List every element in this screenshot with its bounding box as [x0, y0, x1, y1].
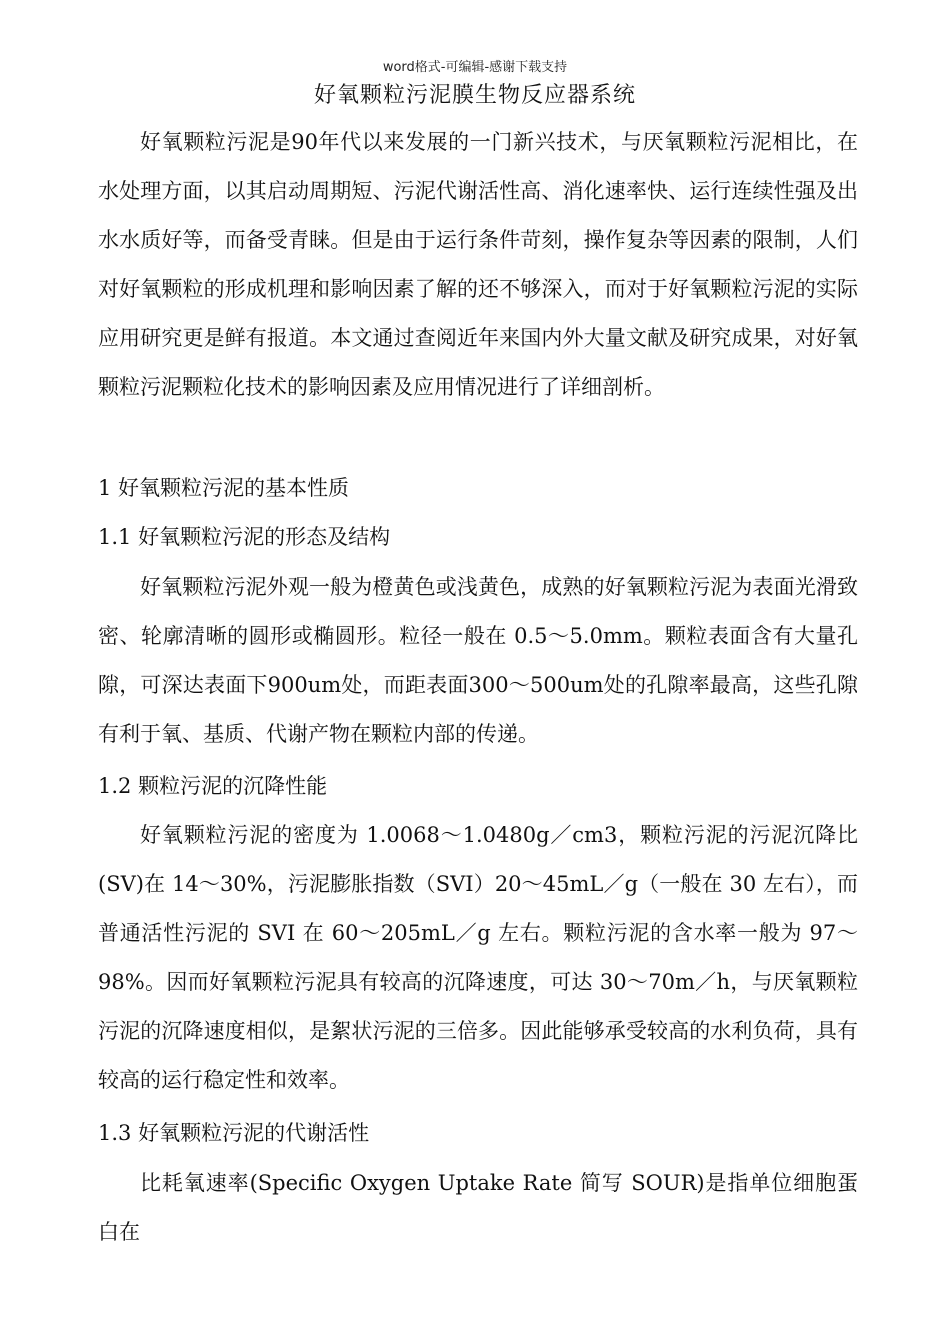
section-heading-1-3: [98, 1109, 858, 1158]
paragraph-text: 好氧颗粒污泥外观一般为橙黄色或浅黄色，成熟的好氧颗粒污泥为表面光滑致密、轮廓清晰的圆形或椭圆形。粒径一般在 0.5～5.0mm。颗粒表面含有大量孔隙，可深达表面下900um处，而距表面300～500um处的孔隙率最高，这些孔隙有利于氧、基质、代谢产物在颗粒内部的传递。: [98, 575, 858, 746]
heading-text: 1 好氧颗粒污泥的基本性质: [98, 476, 350, 500]
document-title: 好氧颗粒污泥膜生物反应器系统: [313, 83, 636, 108]
heading-text: 1.1 好氧颗粒污泥的形态及结构: [98, 525, 391, 549]
section-heading-1-2: [98, 762, 858, 811]
header-note: word格式-可编辑-感谢下载支持: [382, 60, 568, 75]
section-heading-1-1: [98, 513, 858, 562]
paragraph-text: 好氧颗粒污泥的密度为 1.0068～1.0480g／cm3，颗粒污泥的污泥沉降比(SV)在 14～30%，污泥膨胀指数（SVI）20～45mL／g（一般在 30 左右），而普通活性污泥的 SVI 在 60～205mL／g 左右。颗粒污泥的含水率一般为 97～98%。因而好氧颗粒污泥具有较高的沉降速度，可达 30～70m／h，与厌氧颗粒污泥的沉降速度相似，是絮状污泥的三倍多。因此能够承受较高的水利负荷，具有较高的运行稳定性和效率。: [98, 823, 858, 1092]
intro-paragraph: [98, 118, 858, 412]
paragraph-text: 好氧颗粒污泥是90年代以来发展的一门新兴技术，与厌氧颗粒污泥相比，在水处理方面，以其启动周期短、污泥代谢活性高、消化速率快、运行连续性强及出水水质好等，而备受青睐。但是由于运行条件苛刻，操作复杂等因素的限制，人们对好氧颗粒的形成机理和影响因素了解的还不够深入，而对于好氧颗粒污泥的实际应用研究更是鲜有报道。本文通过查阅近年来国内外大量文献及研究成果，对好氧颗粒污泥颗粒化技术的影响因素及应用情况进行了详细剖析。: [98, 130, 858, 399]
paragraph-settling: [98, 811, 858, 1105]
heading-text: 1.3 好氧颗粒污泥的代谢活性: [98, 1121, 370, 1145]
section-heading-1: [98, 464, 858, 513]
paragraph-morphology: [98, 563, 858, 759]
paragraph-text: 比耗氧速率(Specific Oxygen Uptake Rate 简写 SOUR)是指单位细胞蛋白在: [98, 1171, 858, 1244]
heading-text: 1.2 颗粒污泥的沉降性能: [98, 774, 328, 798]
paragraph-activity: [98, 1159, 858, 1257]
